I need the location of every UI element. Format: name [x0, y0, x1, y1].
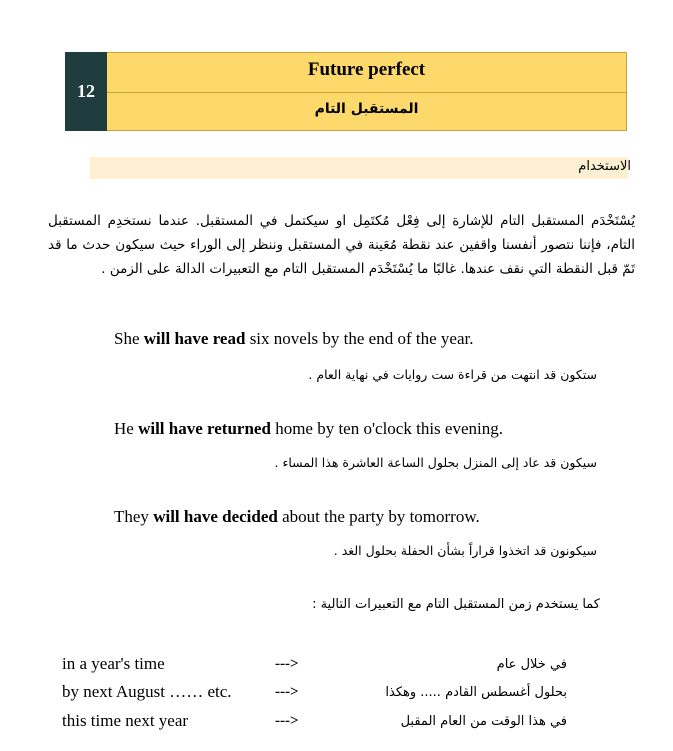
- title-english: Future perfect: [307, 59, 426, 80]
- arrow-icon: --->: [275, 656, 299, 672]
- arrow-icon: --->: [275, 713, 299, 729]
- example-verb: will have read: [143, 329, 246, 348]
- expression-english: this time next year: [62, 711, 189, 730]
- example-verb: will have returned: [138, 419, 271, 438]
- example-translation: سيكون قد عاد إلى المنزل بحلول الساعة العاشرة هذا المساء .: [274, 455, 597, 470]
- example-subject: She: [114, 329, 140, 348]
- usage-label: الاستخدام: [578, 159, 631, 174]
- expression-arabic: في خلال عام: [496, 657, 567, 672]
- usage-paragraph: يُسْتَخْدَم المستقبل التام للإشارة إلى فِعْل مُكتَمِل او سيكتمل في المستقبل. عندما نستخدِم المستقبل التام، فإننا نتصور أنفسنا واقفين عند نقطة مُعَينة في المستقبل وننظر إلى الوراء حيث سيكون حدث ما قد تَمّ قبل النقطة التي نقف عندها. غالبًا ما يُسْتَخْدَم المستقبل التام مع التعبيرات الدالة على الزمن .: [48, 213, 635, 277]
- example-rest: about the party by tomorrow.: [282, 507, 480, 526]
- expressions-intro: كما يستخدم زمن المستقبل التام مع التعبيرات التالية :: [312, 597, 600, 612]
- example-rest: six novels by the end of the year.: [249, 329, 474, 348]
- example-sentence: [114, 419, 503, 439]
- example-subject: He: [114, 419, 134, 438]
- example-subject: They: [114, 507, 149, 526]
- example-sentence: [114, 507, 480, 527]
- usage-section-bar: [90, 157, 628, 179]
- example-translation: سيكونون قد اتخذوا قراراً بشأن الحفلة بحلول الغد .: [333, 543, 597, 558]
- title-block: [107, 52, 627, 131]
- example-sentence: [114, 329, 473, 349]
- expression-arabic: بحلول أغسطس القادم ..... وهكذا: [385, 685, 567, 700]
- arrow-icon: --->: [275, 684, 299, 700]
- title-divider: [107, 92, 626, 93]
- lesson-number: 12: [65, 52, 107, 131]
- example-translation: ستكون قد انتهت من قراءة ست روايات في نهاية العام .: [308, 367, 597, 382]
- example-verb: will have decided: [153, 507, 278, 526]
- expression-english: by next August …… etc.: [62, 682, 232, 701]
- expression-arabic: في هذا الوقت من العام المقبل: [400, 714, 567, 729]
- title-arabic: المستقبل التام: [314, 101, 419, 117]
- example-rest: home by ten o'clock this evening.: [275, 419, 503, 438]
- expression-english: in a year's time: [62, 654, 165, 673]
